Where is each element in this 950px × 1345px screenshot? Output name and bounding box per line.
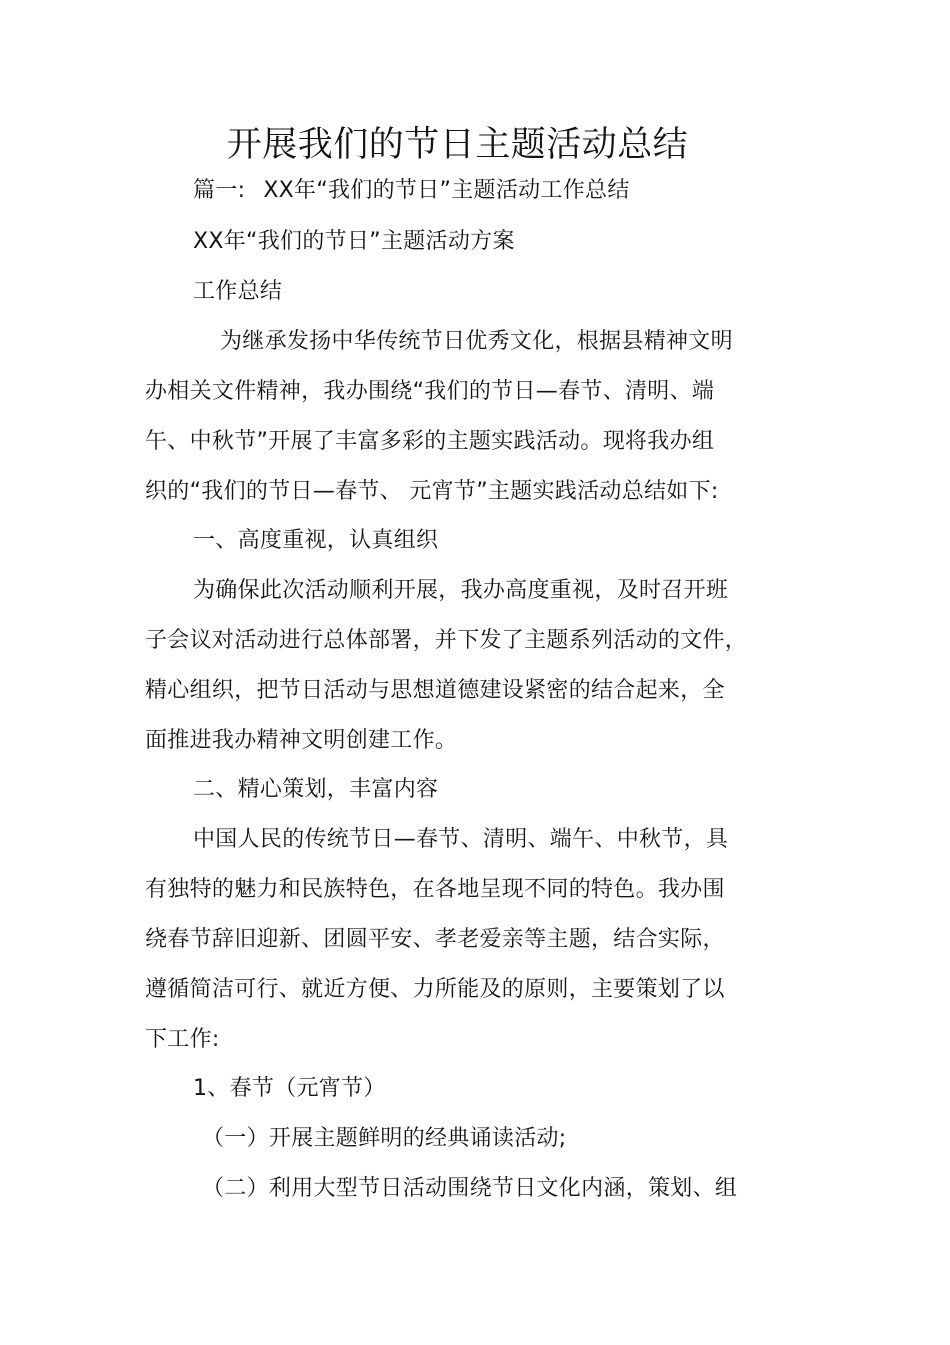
list-item: （一）开展主题鲜明的经典诵读活动;	[202, 1126, 567, 1151]
paragraph-line: 织的“我们的节日—春节、 元宵节”主题实践活动总结如下:	[145, 479, 719, 504]
paragraph-line: 下工作:	[145, 1027, 220, 1052]
paragraph-line: 精心组织，把节日活动与思想道德建设紧密的结合起来，全	[145, 678, 725, 703]
subtitle-line	[193, 176, 630, 206]
paragraph-line: 有独特的魅力和民族特色，在各地呈现不同的特色。我办围	[145, 877, 725, 902]
sub-heading: 1、春节（元宵节）	[193, 1076, 386, 1101]
document-title: 开展我们的节日主题活动总结	[226, 125, 689, 165]
paragraph-line: 子会议对活动进行总体部署，并下发了主题系列活动的文件，	[145, 628, 748, 653]
paragraph-line: 办相关文件精神，我办围绕“我们的节日—春节、清明、端	[145, 379, 715, 404]
paragraph-line: 中国人民的传统节日—春节、清明、端午、中秋节，具	[193, 827, 729, 852]
paragraph-line: 为继承发扬中华传统节日优秀文化，根据县精神文明	[220, 329, 733, 354]
paragraph-line: XX年“我们的节日”主题活动方案	[193, 229, 515, 254]
paragraph-line: 为确保此次活动顺利开展，我办高度重视，及时召开班	[193, 578, 729, 603]
list-item: （二）利用大型节日活动围绕节日文化内涵，策划、组	[202, 1176, 738, 1201]
paragraph-line: 午、中秋节”开展了丰富多彩的主题实践活动。现将我办组	[145, 429, 715, 454]
paragraph-line: 绕春节辞旧迎新、团圆平安、孝老爱亲等主题，结合实际，	[145, 927, 725, 952]
paragraph-line: 面推进我办精神文明创建工作。	[145, 728, 458, 753]
paragraph-line: 工作总结	[193, 279, 283, 304]
section-label: 篇一:	[193, 178, 246, 203]
paragraph-line: 遵循简洁可行、就近方便、力所能及的原则，主要策划了以	[145, 977, 725, 1002]
section-heading: 二、精心策划，丰富内容	[193, 777, 439, 802]
section-heading: 一、高度重视，认真组织	[193, 528, 439, 553]
subtitle-text: XX年“我们的节日”主题活动工作总结	[263, 178, 630, 203]
